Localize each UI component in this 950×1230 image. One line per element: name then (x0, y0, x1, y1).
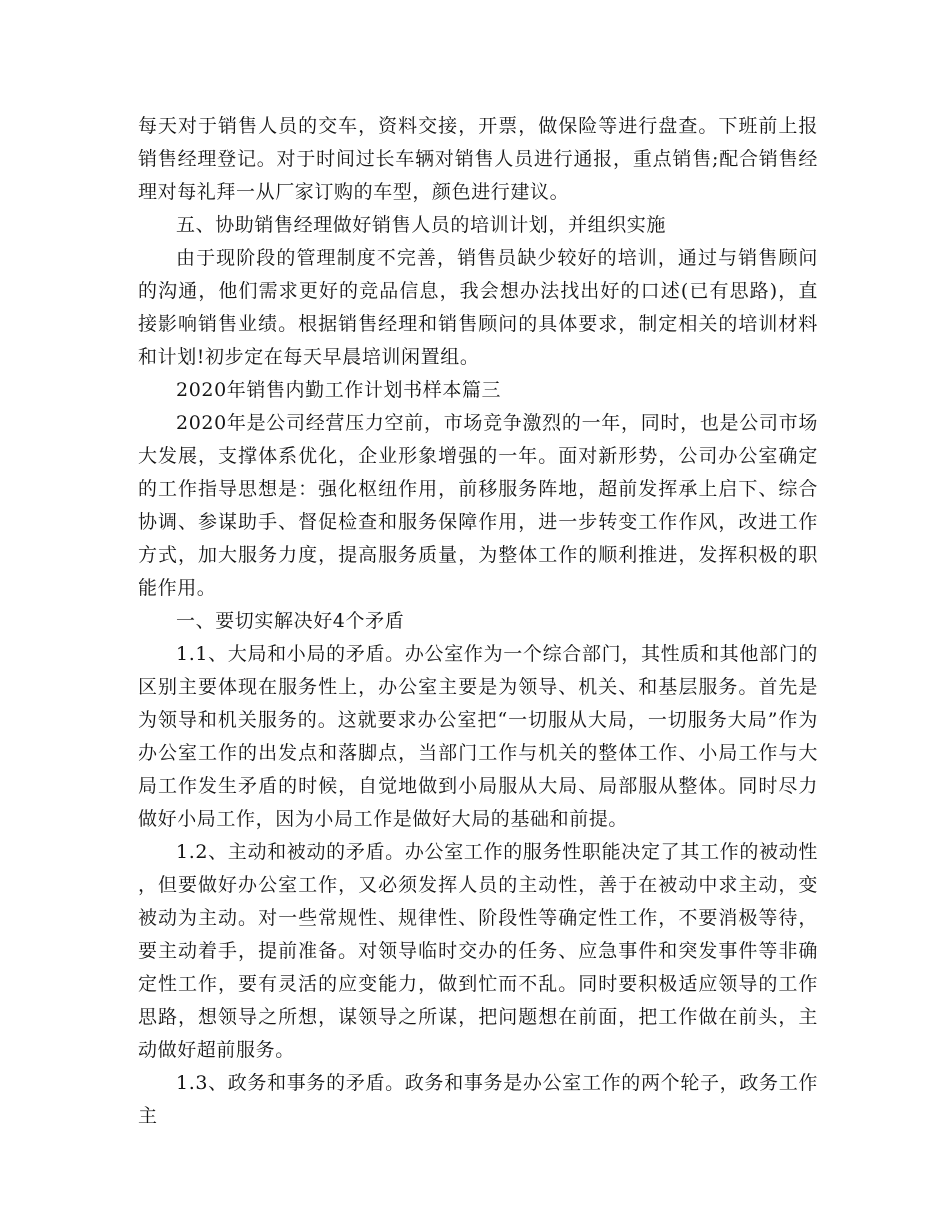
paragraph-contradiction-1-2: 1.2、主动和被动的矛盾。办公室工作的服务性职能决定了其工作的被动性，但要做好办公室工作，又必须发挥人员的主动性，善于在被动中求主动，变被动为主动。对一些常规性、规律性、阶段性等确定性工作，不要消极等待，要主动着手，提前准备。对领导临时交办的任务、应急事件和突发事件等非确定性工作，要有灵活的应变能力，做到忙而不乱。同时要积极适应领导的工作思路，想领导之所想，谋领导之所谋，把问题想在前面，把工作做在前头，主动做好超前服务。 (138, 841, 818, 1061)
paragraph-sales-daily-check: 每天对于销售人员的交车，资料交接，开票，做保险等进行盘查。下班前上报销售经理登记。对于时间过长车辆对销售人员进行通报，重点销售;配合销售经理对每礼拜一从厂家订购的车型，颜色进行建议。 (138, 115, 818, 203)
heading-training-plan: 五、协助销售经理做好销售人员的培训计划，并组织实施 (176, 214, 667, 236)
paragraph-contradiction-1-3: 1.3、政务和事务的矛盾。政务和事务是办公室工作的两个轮子，政务工作主 (138, 1072, 818, 1127)
paragraph-2020-overview: 2020年是公司经营压力空前，市场竞争激烈的一年，同时，也是公司市场大发展，支撑体系优化，企业形象增强的一年。面对新形势，公司办公室确定的工作指导思想是：强化枢纽作用，前移服务阵地，超前发挥承上启下、综合协调、参谋助手、督促检查和服务保障作用，进一步转变工作作风，改进工作方式，加大服务力度，提高服务质量，为整体工作的顺利推进，发挥积极的职能作用。 (138, 412, 818, 599)
paragraph-contradiction-1-1: 1.1、大局和小局的矛盾。办公室作为一个综合部门，其性质和其他部门的区别主要体现在服务性上，办公室主要是为领导、机关、和基层服务。首先是为领导和机关服务的。这就要求办公室把“一切服从大局，一切服务大局”作为办公室工作的出发点和落脚点，当部门工作与机关的整体工作、小局工作与大局工作发生矛盾的时候，自觉地做到小局服从大局、局部服从整体。同时尽力做好小局工作，因为小局工作是做好大局的基础和前提。 (138, 643, 818, 830)
document-page (138, 110, 818, 1133)
paragraph-training-detail: 由于现阶段的管理制度不完善，销售员缺少较好的培训，通过与销售顾问的沟通，他们需求更好的竞品信息，我会想办法找出好的口述(已有思路)，直接影响销售业绩。根据销售经理和销售顾问的具体要求，制定相关的培训材料和计划!初步定在每天早晨培训闲置组。 (138, 247, 818, 368)
heading-four-contradictions: 一、要切实解决好4个矛盾 (176, 610, 405, 632)
heading-sample-part-three: 2020年销售内勤工作计划书样本篇三 (176, 379, 502, 401)
